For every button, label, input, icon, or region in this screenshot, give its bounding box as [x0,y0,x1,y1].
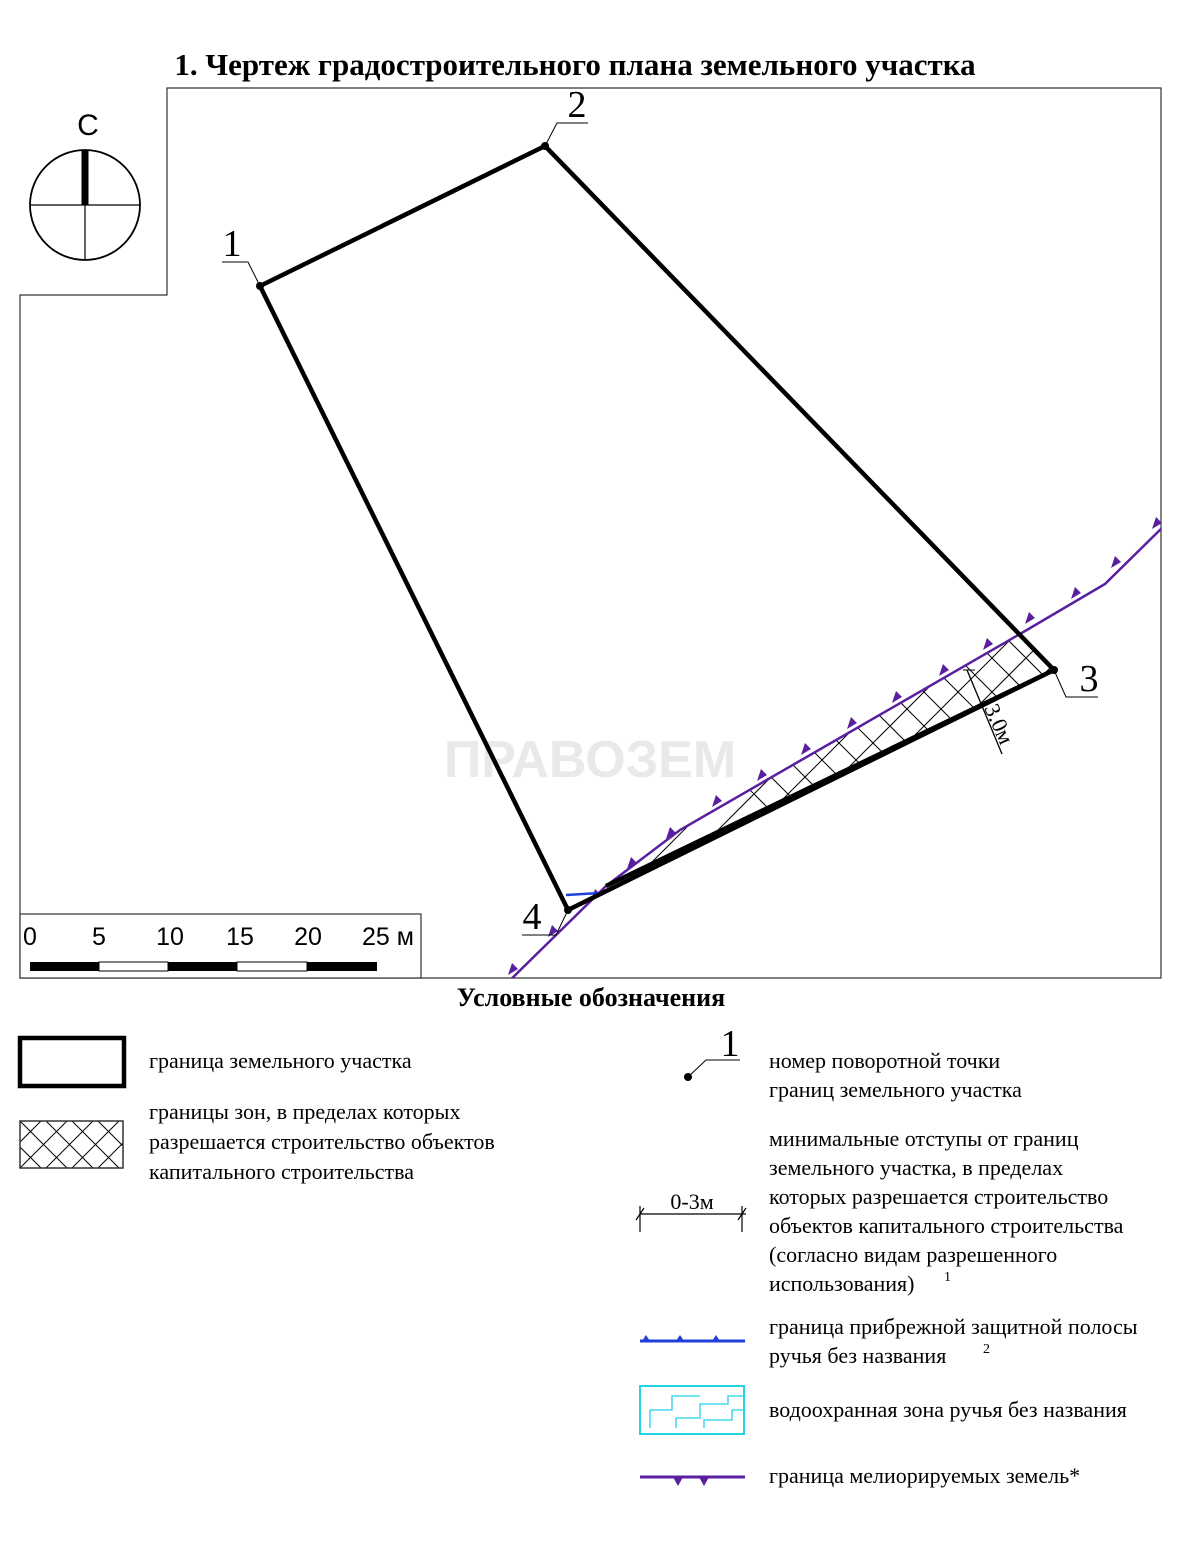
hatch-line [866,600,1179,920]
hatch-line [1172,600,1179,920]
legend-setback-text-1: минимальные отступы от границ [769,1126,1079,1151]
legend-coastal-note: 2 [983,1342,990,1357]
turn-point-2 [541,123,588,150]
melioration-tick [939,664,949,676]
legend-build-zone-text-2: разрешается строительство объектов [149,1129,495,1154]
legend-setback-text-3: которых разрешается строительство [769,1184,1109,1209]
hatch-line [696,600,1016,920]
scale-label-20: 20 [294,923,322,951]
hatch-line [730,600,1050,920]
drawing-title: 1. Чертеж градостроительного плана земельного участка [174,47,976,82]
point-label-1: 1 [222,223,242,265]
legend-setback-text-5: (согласно видам разрешенного [769,1242,1058,1267]
hatch-line [832,600,1152,920]
legend-water-zone-swatch [640,1386,744,1434]
melioration-tick [892,691,902,703]
hatch-line [1070,600,1179,920]
hatch-line [866,600,1179,920]
hatch-line [764,600,1084,920]
drawing-frame [20,88,1161,978]
melioration-tick [712,795,722,807]
hatch-line [1002,600,1179,920]
legend-plot-boundary-swatch [20,1038,124,1086]
hatch-line [934,600,1179,920]
melioration-tick [1071,587,1081,599]
point-label-2: 2 [567,84,587,126]
setback-label: 3.0м [979,699,1020,748]
watermark: ПРАВОЗЕМ [443,731,737,789]
scale-label-25: 25 м [362,923,414,951]
melioration-tick [801,743,811,755]
north-label: С [77,109,99,142]
legend-melioration-text: граница мелиорируемых земель* [769,1463,1081,1488]
point-label-4: 4 [522,896,542,938]
legend-setback-text-4: объектов капитального строительства [769,1213,1124,1238]
hatch-line [1036,600,1179,920]
hatch-line [764,600,1084,920]
legend-title: Условные обозначения [456,983,726,1012]
scale-label-15: 15 [226,923,254,951]
legend-turn-point-number: 1 [720,1023,740,1065]
hatch-line [1070,600,1179,920]
melioration-tick [757,769,767,781]
legend-setback-sample: 0-3м [670,1189,714,1214]
legend-setback-note: 1 [944,1270,951,1285]
melioration-tick [1025,612,1035,624]
turn-point-1 [222,262,264,290]
legend-turn-point-text-2: границ земельного участка [769,1077,1022,1102]
melioration-tick [983,638,993,650]
scale-label-5: 5 [92,923,106,951]
hatch-line [1036,600,1179,920]
legend-coastal-text-1: граница прибрежной защитной полосы [769,1314,1138,1339]
hatch-line [798,600,1118,920]
scale-label-10: 10 [156,923,184,951]
legend-build-zone-text-1: границы зон, в пределах которых [149,1099,461,1124]
hatch-line [934,600,1179,920]
legend-build-zone-swatch [0,1121,145,1168]
hatch-line [832,600,1152,920]
legend-setback-text-2: земельного участка, в пределах [769,1155,1064,1180]
hatch-line [900,600,1179,920]
legend-coastal-swatch [640,1335,745,1341]
hatch-line [900,600,1179,920]
hatch-line [968,600,1179,920]
hatch-line [1138,600,1179,920]
point-label-3: 3 [1079,658,1099,700]
hatch-line [968,600,1179,920]
land-plot-boundary [260,146,1054,910]
legend-build-zone-text-3: капитального строительства [149,1159,415,1184]
hatch-line [1104,600,1179,920]
legend-coastal-text-2: ручья без названия [769,1343,947,1368]
legend-melioration-swatch [640,1477,745,1486]
hatch-line [798,600,1118,920]
scale-label-0: 0 [23,923,37,951]
legend-plot-boundary-text: граница земельного участка [149,1048,412,1073]
hatch-line [1104,600,1179,920]
hatch-line [1138,600,1179,920]
scale-bar [20,914,421,978]
north-arrow-icon [30,150,140,260]
melioration-tick [847,717,857,729]
hatch-line [1172,600,1179,920]
legend-turn-point-text-1: номер поворотной точки [769,1048,1001,1073]
hatch-line [1002,600,1179,920]
legend-water-zone-text: водоохранная зона ручья без названия [769,1397,1127,1422]
melioration-tick [1111,556,1121,568]
legend-setback-text-6: использования) [769,1271,915,1296]
